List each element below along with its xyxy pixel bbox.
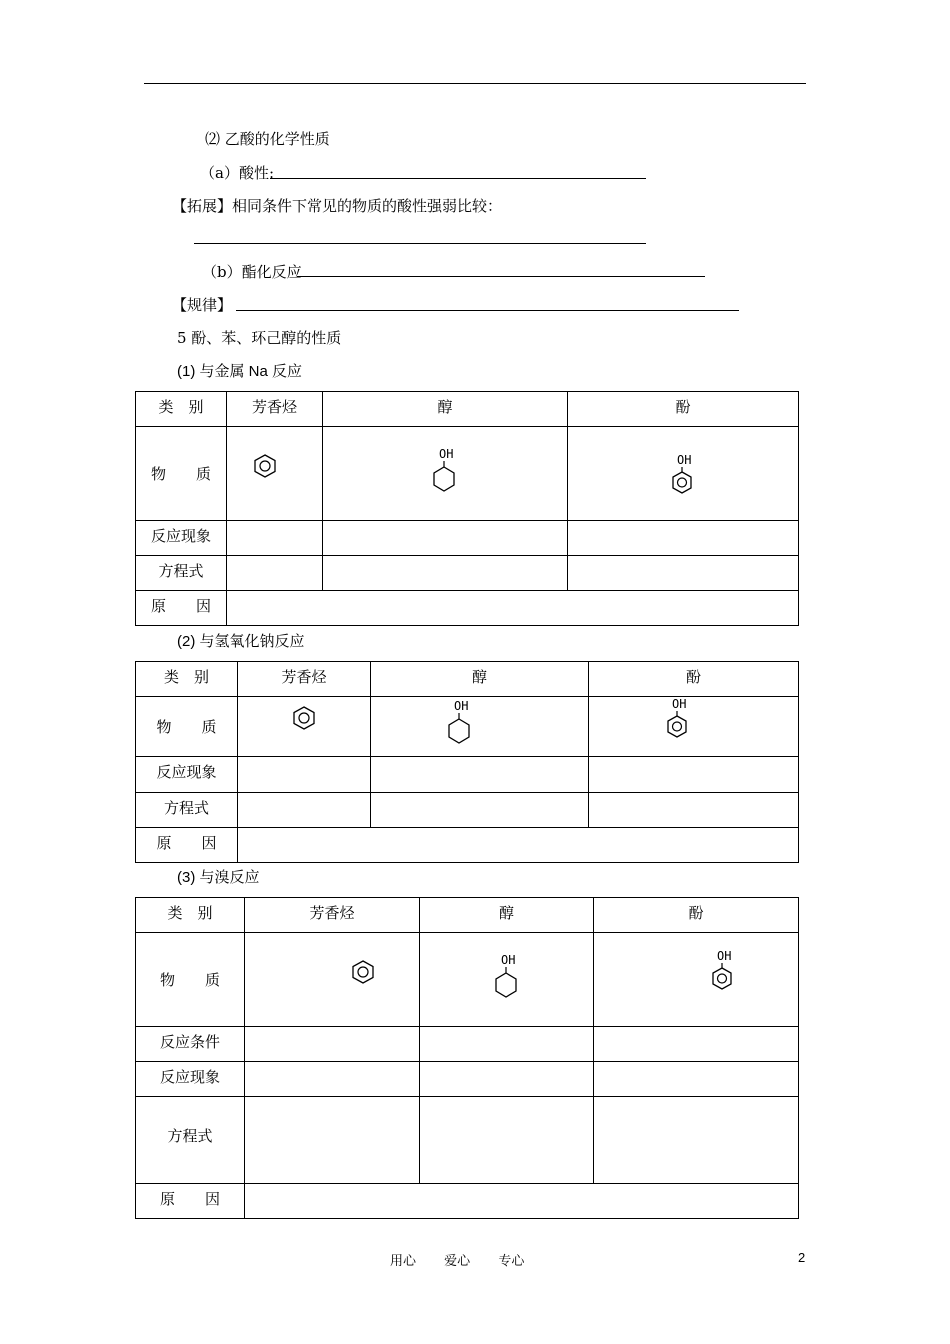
t1-phenomenon-aromatic[interactable] [227,521,323,556]
t2-row-phenomenon: 反应现象 [136,757,238,793]
t3-equation-alcohol[interactable] [420,1097,594,1184]
t1-phenol-cell [568,427,799,521]
table1-caption: (1) 与金属 Na 反应 [177,363,303,380]
t3-header-alcohol: 醇 [420,898,594,933]
table3 [135,897,799,1219]
t2-cyclohexanol-cell [371,697,589,757]
oh-label: OH [717,949,732,963]
phenol-structure-icon [663,697,693,743]
t3-phenol-cell [594,933,799,1027]
t1-header-alcohol: 醇 [323,392,568,427]
t3-row-substance: 物 质 [136,933,245,1027]
t1-equation-alcohol[interactable] [323,556,568,591]
table2 [135,661,799,863]
t3-phenomenon-phenol[interactable] [594,1062,799,1097]
t2-equation-alcohol[interactable] [371,793,589,828]
t1-row-phenomenon: 反应现象 [136,521,227,556]
esterification-label: （b）酯化反应 [202,263,302,281]
t2-benzene-cell [238,697,371,757]
benzene-structure-icon [253,453,277,479]
oh-label: OH [500,953,515,967]
table1 [135,391,799,626]
table3-caption: (3) 与溴反应 [177,869,260,886]
oh-label: OH [439,447,454,461]
acetic-chem-title: ⑵ 乙酸的化学性质 [205,130,330,148]
t1-row-reason: 原 因 [136,591,227,626]
footer-right: 专心 [498,1254,525,1269]
phenol-structure-icon [668,453,698,499]
t2-phenomenon-phenol[interactable] [589,757,799,793]
t3-reason-cell[interactable] [245,1184,799,1219]
t2-header-aromatic: 芳香烃 [238,662,371,697]
t2-phenomenon-alcohol[interactable] [371,757,589,793]
header-rule [144,83,806,84]
t3-header-category: 类 别 [136,898,245,933]
t1-header-category: 类 别 [136,392,227,427]
t1-equation-aromatic[interactable] [227,556,323,591]
t3-condition-aromatic[interactable] [245,1027,420,1062]
t1-header-aromatic: 芳香烃 [227,392,323,427]
rule-label: 【规律】 [172,296,233,314]
oh-label: OH [454,699,469,713]
benzene-structure-icon [351,959,375,985]
oh-label: OH [677,453,692,467]
t3-phenomenon-aromatic[interactable] [245,1062,420,1097]
t3-cyclohexanol-cell [420,933,594,1027]
oh-label: OH [672,697,687,711]
t2-row-substance: 物 质 [136,697,238,757]
t3-row-reason: 原 因 [136,1184,245,1219]
t3-phenomenon-alcohol[interactable] [420,1062,594,1097]
t1-reason-cell[interactable] [227,591,799,626]
t1-cyclohexanol-cell [323,427,568,521]
acidity-blank[interactable] [270,178,646,179]
table2-caption: (2) 与氢氧化钠反应 [177,633,305,650]
phenol-structure-icon [708,949,738,995]
t3-row-condition: 反应条件 [136,1027,245,1062]
t2-equation-aromatic[interactable] [238,793,371,828]
t1-equation-phenol[interactable] [568,556,799,591]
t2-row-equation: 方程式 [136,793,238,828]
t1-phenomenon-alcohol[interactable] [323,521,568,556]
t1-row-substance: 物 质 [136,427,227,521]
expand-label: 【拓展】相同条件下常见的物质的酸性强弱比较： [172,197,503,215]
t3-header-phenol: 酚 [594,898,799,933]
t3-row-phenomenon: 反应现象 [136,1062,245,1097]
t2-header-alcohol: 醇 [371,662,589,697]
t2-phenol-cell [589,697,799,757]
t2-phenomenon-aromatic[interactable] [238,757,371,793]
t3-condition-phenol[interactable] [594,1027,799,1062]
esterification-blank[interactable] [297,276,705,277]
cyclohexanol-structure-icon [445,699,475,749]
section5-title: 5 酚、苯、环己醇的性质 [177,329,342,347]
page-number: 2 [798,1250,806,1265]
cyclohexanol-structure-icon [492,953,522,1003]
t2-reason-cell[interactable] [238,828,799,863]
t3-equation-aromatic[interactable] [245,1097,420,1184]
t2-row-reason: 原 因 [136,828,238,863]
rule-blank[interactable] [236,310,739,311]
footer-middle: 爱心 [444,1254,471,1269]
footer-left: 用心 [390,1254,417,1269]
t3-row-equation: 方程式 [136,1097,245,1184]
t1-benzene-cell [227,427,323,521]
t3-header-aromatic: 芳香烃 [245,898,420,933]
t2-header-phenol: 酚 [589,662,799,697]
expand-blank[interactable] [194,243,646,244]
t1-header-phenol: 酚 [568,392,799,427]
t3-equation-phenol[interactable] [594,1097,799,1184]
cyclohexanol-structure-icon [430,447,460,497]
benzene-structure-icon [292,705,316,731]
t3-condition-alcohol[interactable] [420,1027,594,1062]
t2-equation-phenol[interactable] [589,793,799,828]
acidity-label: （a）酸性: [200,164,274,182]
t3-benzene-cell [245,933,420,1027]
t2-header-category: 类 别 [136,662,238,697]
t1-phenomenon-phenol[interactable] [568,521,799,556]
footer [390,1250,548,1269]
t1-row-equation: 方程式 [136,556,227,591]
